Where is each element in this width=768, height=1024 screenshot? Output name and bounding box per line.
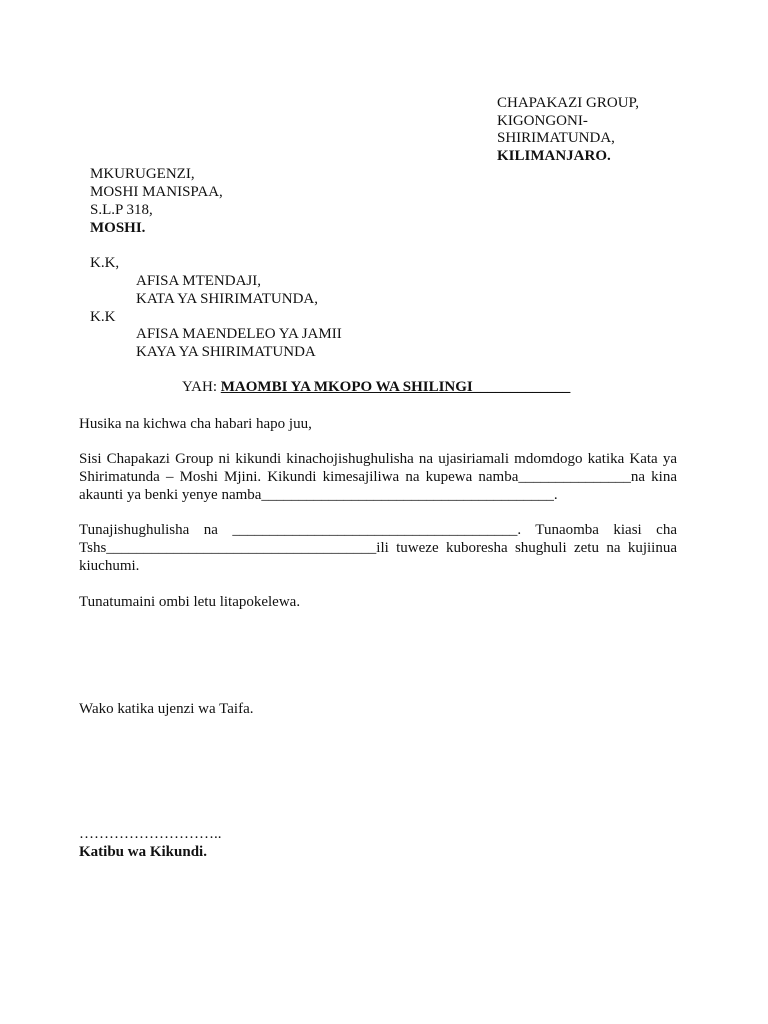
signature-dots: ……………………….. [79,826,222,842]
paragraph-2: Tunajishughulisha na ______________________________________. Tunaomba kiasi cha Tshs____________________________________ili tuweze kuboresha shughuli zetu na kujiinua kiuchumi. [79,522,677,574]
subject-prefix: YAH: [182,379,221,395]
sender-line: KILIMANJARO. [497,148,611,164]
subject-line [182,378,570,396]
paragraph-1: Sisi Chapakazi Group ni kikundi kinachojishughulisha na ujasiriamali mdomdogo katika Kata ya Shirimatunda – Moshi Mjini. Kikundi kimesajiliwa na kupewa namba_______________na kina akaunti ya benki yenye namba_______________________________________. [79,451,677,503]
closing: Wako katika ujenzi wa Taifa. [79,701,254,717]
sender-line: SHIRIMATUNDA, [497,130,615,146]
cc-line: AFISA MAENDELEO YA JAMII [136,326,342,342]
recipient-line: MKURUGENZI, [90,166,195,182]
paragraph-3: Tunatumaini ombi letu litapokelewa. [79,594,301,610]
greeting: Husika na kichwa cha habari hapo juu, [79,416,312,432]
recipient-line: S.L.P 318, [90,202,153,218]
recipient-line: MOSHI. [90,220,146,236]
signature-title: Katibu wa Kikundi. [79,844,207,860]
cc-label: K.K [90,309,116,325]
cc-line: KATA YA SHIRIMATUNDA, [136,291,319,307]
sender-line: KIGONGONI- [497,113,588,129]
sender-line: CHAPAKAZI GROUP, [497,95,639,111]
cc-line: KAYA YA SHIRIMATUNDA [136,344,316,360]
cc-line: AFISA MTENDAJI, [136,273,262,289]
subject-text: MAOMBI YA MKOPO WA SHILINGI_____________ [220,379,571,395]
cc-label: K.K, [90,255,120,271]
recipient-line: MOSHI MANISPAA, [90,184,223,200]
